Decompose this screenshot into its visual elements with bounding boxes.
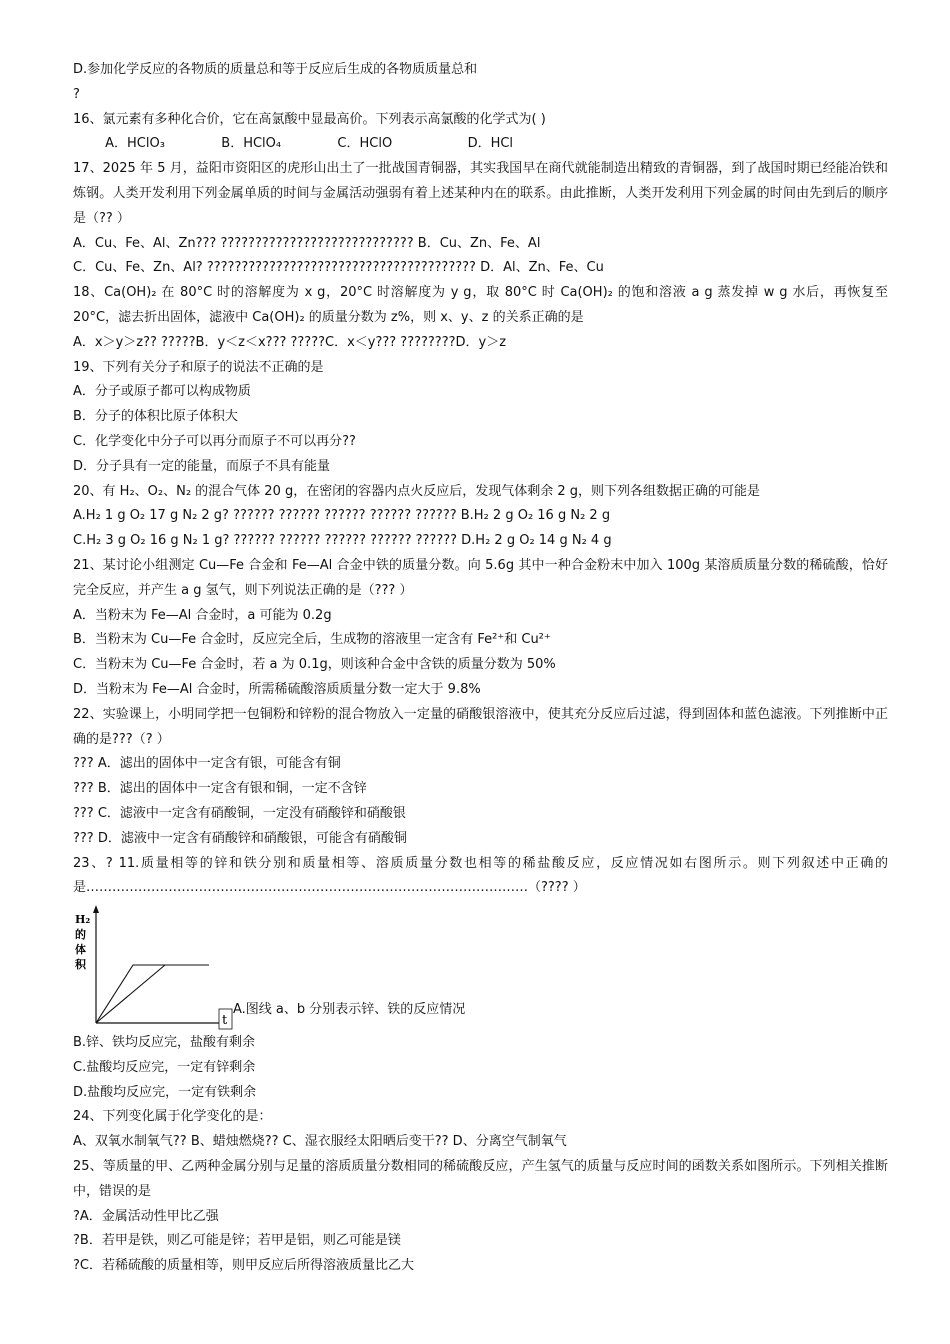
y-axis-label: H₂ — [75, 913, 91, 927]
option-b: ?B．若甲是铁，则乙可能是锌；若甲是铝，则乙可能是镁 — [73, 1233, 401, 1249]
option-a: A．HClO₃ — [105, 136, 165, 152]
question-18-options: A．x＞y＞z?? ?????B．y＜z＜x??? ?????C．x＜y??? ????????D．y＞z — [73, 334, 507, 350]
question-24-options: A、双氧水制氧气?? B、蜡烛燃烧?? C、湿衣服经太阳晒后变干?? D、分离空气制氧气 — [73, 1134, 567, 1150]
option-c: C.盐酸均反应完，一定有锌剩余 — [73, 1059, 256, 1075]
option-d: D．分子具有一定的能量，而原子不具有能量 — [73, 458, 331, 474]
option-d: D．当粉末为 Fe—Al 合金时，所需稀硫酸溶质质量分数一定大于 9.8% — [73, 681, 481, 697]
option-c: C．化学变化中分子可以再分而原子不可以再分?? — [73, 433, 356, 449]
question-22: 22、实验课上，小明同学把一包铜粉和锌粉的混合物放入一定量的硝酸银溶液中，使其充分反应后过滤，得到固体和蓝色滤液。下列推断中正确的是???（? ） — [73, 706, 888, 747]
y-axis-arrow — [93, 905, 99, 913]
option-a: ??? A．滤出的固体中一定含有银，可能含有铜 — [73, 756, 341, 772]
option-d: D．HCl — [467, 136, 514, 152]
line-a — [96, 965, 209, 1023]
text-line: D.参加化学反应的各物质的质量总和等于反应后生成的各物质质量总和 — [73, 62, 478, 77]
y-axis-label: 的 — [75, 928, 86, 942]
option-c: C．当粉末为 Cu—Fe 合金时，若 a 为 0.1g，则该种合金中含铁的质量分数为 50% — [73, 657, 556, 673]
option-b: B．HClO₄ — [221, 136, 282, 152]
question-17-options-cd: C．Cu、Fe、Zn、Al? ??????????????????????????????????????? D．Al、Zn、Fe、Cu — [73, 260, 604, 276]
question-23: 23、? 11.质量相等的锌和铁分别和质量相等、溶质质量分数也相等的稀盐酸反应，反应情况如右图所示。则下列叙述中正确的是…………………………………………………………………………………………（???? ） — [73, 855, 888, 896]
option-d: D.盐酸均反应完，一定有铁剩余 — [73, 1084, 257, 1100]
question-20-options-cd: C.H₂ 3 g O₂ 16 g N₂ 1 g? ?????? ?????? ?????? ?????? ?????? D.H₂ 2 g O₂ 14 g N₂ 4 g — [73, 533, 612, 549]
question-17: 17、2025 年 5 月，益阳市资阳区的虎形山出土了一批战国青铜器，其实我国早在商代就能制造出精致的青铜器，到了战国时期已经能冶铁和炼钢。人类开发利用下列金属单质的时间与金属活动强弱有着上述某种内在的联系。由此推断，人类开发利用下列金属的时间由先到后的顺序是（?? ） — [73, 161, 888, 226]
question-21: 21、某讨论小组测定 Cu—Fe 合金和 Fe—Al 合金中铁的质量分数。向 5.6g 其中一种合金粉末中加入 100g 某溶质质量分数的稀硫酸，恰好完全反应，并产生 a g 氢气，则下列说法正确的是（??? ） — [73, 557, 888, 598]
option-a: A．当粉末为 Fe—Al 合金时，a 可能为 0.2g — [73, 607, 332, 623]
option-c: ?C．若稀硫酸的质量相等，则甲反应后所得溶液质量比乙大 — [73, 1258, 414, 1274]
question-17-options-ab: A．Cu、Fe、Al、Zn??? ???????????????????????????? B．Cu、Zn、Fe、Al — [73, 235, 541, 251]
option-b: B．当粉末为 Cu—Fe 合金时，反应完全后，生成物的溶液里一定含有 Fe²⁺和 Cu²⁺ — [73, 632, 551, 648]
option-b: B.锌、铁均反应完，盐酸有剩余 — [73, 1035, 256, 1051]
option-c: C．HClO — [337, 136, 393, 152]
question-24: 24、下列变化属于化学变化的是： — [73, 1109, 272, 1125]
line-b — [96, 965, 165, 1023]
question-23-graph-row — [73, 903, 888, 1031]
question-20-options-ab: A.H₂ 1 g O₂ 17 g N₂ 2 g? ?????? ?????? ?????? ?????? ?????? B.H₂ 2 g O₂ 16 g N₂ 2 g — [73, 508, 611, 524]
option-a: A.图线 a、b 分别表示锌、铁的反应情况 — [233, 1002, 466, 1018]
question-16-options — [73, 132, 888, 157]
option-a: ?A．金属活动性甲比乙强 — [73, 1208, 219, 1224]
option-b: B．分子的体积比原子体积大 — [73, 409, 238, 425]
option-b: ??? B．滤出的固体中一定含有银和铜，一定不含锌 — [73, 781, 367, 797]
question-18: 18、Ca(OH)₂ 在 80°C 时的溶解度为 x g，20°C 时溶解度为 y g，取 80°C 时 Ca(OH)₂ 的饱和溶液 a g 蒸发掉 w g 水后，再恢复至 20°C，滤去折出固体，滤液中 Ca(OH)₂ 的质量分数为 z%，则 x、y、z 的关系正确的是 — [73, 285, 888, 325]
option-c: ??? C．滤液中一定含有硝酸铜，一定没有硝酸锌和硝酸银 — [73, 805, 406, 821]
x-axis-label: t — [222, 1013, 228, 1029]
y-axis-label: 积 — [75, 958, 86, 972]
question-19: 19、下列有关分子和原子的说法不正确的是 — [73, 359, 324, 375]
question-20: 20、有 H₂、O₂、N₂ 的混合气体 20 g，在密闭的容器内点火反应后，发现气体剩余 2 g，则下列各组数据正确的可能是 — [73, 483, 761, 499]
y-axis-label: 体 — [75, 943, 86, 957]
exam-page — [73, 58, 888, 1279]
text-line: ? — [73, 86, 80, 102]
option-d: ??? D．滤液中一定含有硝酸锌和硝酸银，可能含有硝酸铜 — [73, 830, 407, 846]
question-25: 25、等质量的甲、乙两种金属分别与足量的溶质质量分数相同的稀硫酸反应，产生氢气的质量与反应时间的函数关系如图所示。下列相关推断中，错误的是 — [73, 1159, 888, 1199]
question-16: 16、氯元素有多种化合价，它在高氯酸中显最高价。下列表示高氯酸的化学式为( ) — [73, 111, 546, 127]
hydrogen-volume-graph — [73, 903, 233, 1031]
option-a: A．分子或原子都可以构成物质 — [73, 384, 251, 400]
